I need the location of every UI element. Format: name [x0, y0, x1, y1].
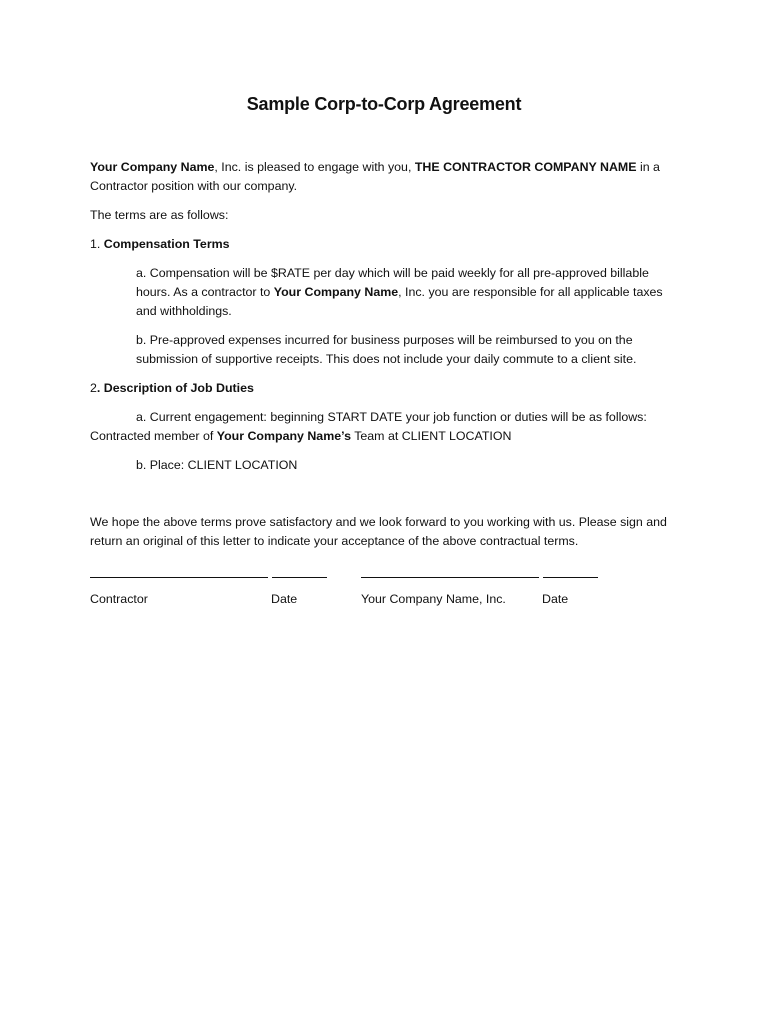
- date-label-contractor: Date: [271, 592, 298, 606]
- intro-text-1: , Inc. is pleased to engage with you,: [214, 160, 415, 174]
- section-1-item-a-text-2: , Inc. you are responsible for all applicable taxes and withholdings.: [136, 285, 663, 318]
- section-2-heading: [90, 379, 680, 398]
- signature-labels: [90, 592, 690, 612]
- date-label-company: Date: [542, 592, 569, 606]
- spacer: [90, 485, 680, 513]
- section-1-item-b: b. Pre-approved expenses incurred for business purposes will be reimbursed to you on the submission of supportive receipts. This does not include your daily commute to a client site.: [136, 333, 637, 366]
- section-2-item-b: b. Place: CLIENT LOCATION: [136, 458, 298, 472]
- closing-paragraph: We hope the above terms prove satisfactory and we look forward to you working with us. Please sign and return an original of this letter to indicate your acceptance of the above contractual terms.: [90, 515, 667, 548]
- company-signature-line: [361, 566, 539, 578]
- section-2-title: . Description of Job Duties: [96, 381, 254, 395]
- contractor-date-line: [272, 566, 327, 578]
- section-2-item-a-text-2: Team at CLIENT LOCATION: [350, 429, 512, 443]
- section-2-item-a-text-1: a. Current engagement: beginning START DATE your job function or duties will be as follows: Contracted member of: [90, 410, 647, 443]
- document-body: [90, 158, 680, 561]
- contractor-signature-line: [90, 566, 268, 578]
- intro-text-2: in a Contractor position with our company.: [90, 160, 660, 193]
- section-2-item-a-company: Your Company Name’s: [216, 429, 351, 443]
- terms-intro: The terms are as follows:: [90, 208, 229, 222]
- section-1-item-a-company: Your Company Name: [273, 285, 399, 299]
- contractor-label: Contractor: [90, 592, 148, 606]
- section-2-item-a: [90, 408, 680, 446]
- section-2-number: 2: [90, 381, 97, 395]
- section-1-number: 1.: [90, 237, 104, 251]
- company-label: Your Company Name, Inc.: [361, 592, 506, 606]
- section-1-item-a-text-1: a. Compensation will be $RATE per day which will be paid weekly for all pre-approved billable hours. As a contractor to: [136, 266, 649, 299]
- document-title: Sample Corp-to-Corp Agreement: [246, 94, 522, 114]
- intro-paragraph: [90, 158, 680, 196]
- contractor-company-name: THE CONTRACTOR COMPANY NAME: [414, 160, 637, 174]
- signature-lines: [90, 566, 690, 580]
- section-1-title: Compensation Terms: [103, 237, 230, 251]
- company-name: Your Company Name: [90, 160, 215, 174]
- company-date-line: [543, 566, 598, 578]
- section-1-heading: [90, 235, 680, 254]
- section-1-item-a: [90, 264, 680, 321]
